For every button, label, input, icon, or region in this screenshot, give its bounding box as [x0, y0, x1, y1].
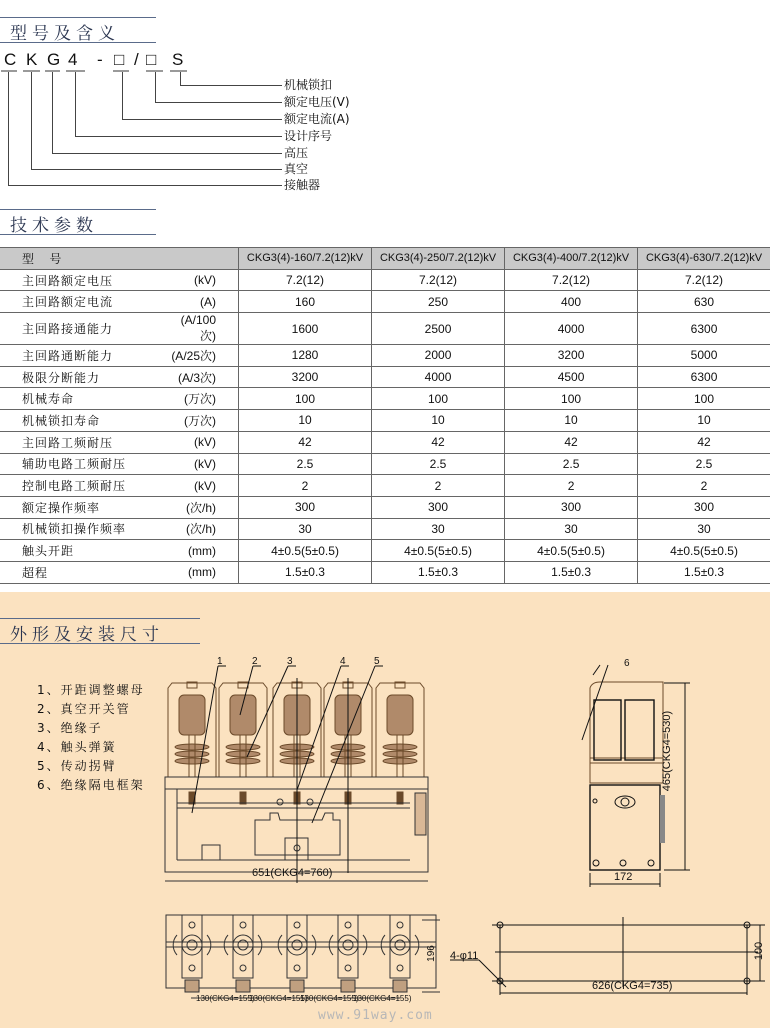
spec-value: 1.5±0.3	[505, 561, 638, 583]
top-pole	[173, 915, 211, 992]
code-char: C	[4, 50, 17, 69]
side-width-dimension: 172	[614, 871, 633, 883]
legend-item: 1、开距调整螺母	[37, 683, 145, 697]
spec-value: 2.5	[505, 453, 638, 475]
spec-param-name: 机械寿命	[0, 388, 166, 410]
tech-specs-title-text: 技术参数	[10, 216, 98, 236]
spec-param-unit: (A/25次)	[166, 345, 239, 367]
spec-param-unit: (mm)	[166, 561, 239, 583]
code-char: □	[114, 50, 125, 69]
code-char: 4	[68, 50, 78, 69]
meaning-contactor: 接触器	[284, 178, 321, 192]
spec-value: 160	[239, 291, 372, 313]
spec-table-header	[0, 248, 770, 270]
meaning-rated-current: 额定电流(A)	[284, 112, 350, 126]
top-pole	[381, 915, 419, 992]
spec-value: 4000	[372, 366, 505, 388]
spec-value: 100	[239, 388, 372, 410]
spec-value: 42	[638, 431, 770, 453]
spec-value: 6300	[638, 366, 770, 388]
top-pole	[224, 915, 262, 992]
spec-value: 3200	[239, 366, 372, 388]
spec-row	[0, 453, 770, 475]
meaning-rated-voltage: 额定电压(V)	[284, 95, 350, 109]
spec-param-name: 主回路额定电流	[0, 291, 166, 313]
watermark: www.91way.com	[318, 1008, 433, 1023]
spec-value: 6300	[638, 313, 770, 345]
spec-row	[0, 561, 770, 583]
spec-param-unit: (次/h)	[166, 518, 239, 540]
spec-param-unit: (A/100次)	[166, 313, 239, 345]
spec-value: 2500	[372, 313, 505, 345]
header-model: CKG3(4)-250/7.2(12)kV	[372, 248, 505, 270]
spec-value: 2	[505, 475, 638, 497]
meaning-mechanical-latch: 机械锁扣	[284, 78, 333, 92]
pitch-dimension: 130(CKG4=155)	[196, 994, 255, 1003]
legend-item: 6、绝缘隔电框架	[37, 778, 145, 792]
header-model-label: 型 号	[0, 248, 166, 270]
top-pole	[278, 915, 316, 992]
spec-param-name: 超程	[0, 561, 166, 583]
spec-param-name: 额定操作频率	[0, 496, 166, 518]
spec-value: 4±0.5(5±0.5)	[372, 540, 505, 562]
spec-value: 250	[372, 291, 505, 313]
spec-value: 100	[638, 388, 770, 410]
spec-row	[0, 496, 770, 518]
meaning-design-serial: 设计序号	[284, 129, 333, 143]
code-char: /	[134, 50, 139, 69]
spec-value: 4±0.5(5±0.5)	[239, 540, 372, 562]
header-model: CKG3(4)-400/7.2(12)kV	[505, 248, 638, 270]
code-char: -	[97, 50, 103, 69]
spec-value: 300	[372, 496, 505, 518]
spec-value: 630	[638, 291, 770, 313]
spec-value: 30	[638, 518, 770, 540]
spec-param-name: 机械锁扣操作频率	[0, 518, 166, 540]
legend-item: 4、触头弹簧	[37, 740, 117, 754]
spec-row	[0, 518, 770, 540]
spec-param-name: 机械锁扣寿命	[0, 410, 166, 432]
model-meaning-title-text: 型号及含义	[10, 24, 120, 44]
spec-value: 10	[239, 410, 372, 432]
spec-value: 1.5±0.3	[239, 561, 372, 583]
spec-row	[0, 388, 770, 410]
spec-value: 7.2(12)	[239, 269, 372, 291]
front-view-drawing	[160, 655, 450, 890]
spec-value: 300	[239, 496, 372, 518]
side-view-drawing	[580, 655, 690, 890]
mount-holes-label: 4-φ11	[450, 950, 479, 962]
spec-table	[0, 247, 770, 584]
mount-depth-dimension: 100	[753, 941, 766, 961]
spec-value: 10	[505, 410, 638, 432]
spec-value: 42	[372, 431, 505, 453]
meaning-vacuum: 真空	[284, 162, 309, 176]
callout-3: 3	[287, 656, 293, 667]
tech-specs-title	[0, 209, 156, 235]
callout-4: 4	[340, 656, 346, 667]
spec-value: 7.2(12)	[372, 269, 505, 291]
spec-value: 2000	[372, 345, 505, 367]
spec-row	[0, 366, 770, 388]
pitch-dimension: 130(CKG4=155)	[249, 994, 308, 1003]
pitch-dimension: 130(CKG4=155)	[353, 994, 412, 1003]
meaning-high-voltage: 高压	[284, 146, 309, 160]
callout-5: 5	[374, 656, 380, 667]
spec-param-name: 主回路工频耐压	[0, 431, 166, 453]
spec-row	[0, 345, 770, 367]
spec-value: 4±0.5(5±0.5)	[638, 540, 770, 562]
spec-value: 100	[505, 388, 638, 410]
dimensions-title	[0, 618, 200, 644]
spec-param-name: 辅助电路工频耐压	[0, 453, 166, 475]
spec-param-name: 极限分断能力	[0, 366, 166, 388]
spec-param-unit: (A/3次)	[166, 366, 239, 388]
spec-param-unit: (万次)	[166, 410, 239, 432]
spec-row	[0, 540, 770, 562]
top-depth-dimension: 196	[425, 945, 437, 962]
code-char: S	[172, 50, 184, 69]
callout-2: 2	[252, 656, 258, 667]
spec-param-unit: (kV)	[166, 475, 239, 497]
spec-value: 30	[372, 518, 505, 540]
spec-value: 1280	[239, 345, 372, 367]
spec-param-unit: (mm)	[166, 540, 239, 562]
spec-value: 42	[505, 431, 638, 453]
model-meaning-title	[0, 17, 156, 43]
spec-value: 2	[638, 475, 770, 497]
spec-param-unit: (万次)	[166, 388, 239, 410]
spec-value: 7.2(12)	[638, 269, 770, 291]
spec-param-unit: (kV)	[166, 269, 239, 291]
spec-param-name: 主回路接通能力	[0, 313, 166, 345]
legend-item: 3、绝缘子	[37, 721, 103, 735]
spec-param-unit: (kV)	[166, 453, 239, 475]
spec-value: 4000	[505, 313, 638, 345]
top-pole	[329, 915, 367, 992]
spec-param-unit: (次/h)	[166, 496, 239, 518]
top-view-drawing	[160, 910, 440, 1005]
spec-param-unit: (A)	[166, 291, 239, 313]
spec-value: 10	[372, 410, 505, 432]
pole-assembly	[168, 682, 216, 804]
spec-value: 400	[505, 291, 638, 313]
mount-width-dimension: 626(CKG4=735)	[592, 980, 673, 992]
spec-row	[0, 431, 770, 453]
spec-row	[0, 313, 770, 345]
spec-value: 30	[239, 518, 372, 540]
header-model: CKG3(4)-630/7.2(12)kV	[638, 248, 770, 270]
spec-value: 2	[239, 475, 372, 497]
pole-assembly	[376, 682, 424, 804]
callout-1: 1	[217, 656, 223, 667]
spec-value: 2	[372, 475, 505, 497]
spec-value: 30	[505, 518, 638, 540]
spec-value: 10	[638, 410, 770, 432]
spec-row	[0, 269, 770, 291]
spec-value: 1600	[239, 313, 372, 345]
spec-value: 1.5±0.3	[372, 561, 505, 583]
spec-param-unit: (kV)	[166, 431, 239, 453]
code-char: K	[26, 50, 38, 69]
spec-value: 4±0.5(5±0.5)	[505, 540, 638, 562]
spec-value: 2.5	[638, 453, 770, 475]
spec-param-name: 主回路通断能力	[0, 345, 166, 367]
spec-value: 2.5	[372, 453, 505, 475]
spec-row	[0, 291, 770, 313]
spec-value: 300	[638, 496, 770, 518]
spec-value: 3200	[505, 345, 638, 367]
pole-assembly	[219, 682, 267, 804]
spec-value: 5000	[638, 345, 770, 367]
spec-param-name: 主回路额定电压	[0, 269, 166, 291]
side-height-dimension: 465(CKG4=530)	[661, 710, 674, 792]
code-char: □	[146, 50, 157, 69]
spec-param-name: 控制电路工频耐压	[0, 475, 166, 497]
spec-row	[0, 475, 770, 497]
dimensions-title-text: 外形及安装尺寸	[10, 625, 164, 645]
spec-value: 7.2(12)	[505, 269, 638, 291]
front-width-dimension: 651(CKG4=760)	[252, 867, 333, 879]
legend-item: 2、真空开关管	[37, 702, 131, 716]
legend-item: 5、传动拐臂	[37, 759, 117, 773]
spec-value: 300	[505, 496, 638, 518]
pitch-dimension: 130(CKG4=155)	[300, 994, 359, 1003]
spec-value: 2.5	[239, 453, 372, 475]
callout-6: 6	[624, 658, 630, 669]
spec-value: 100	[372, 388, 505, 410]
spec-value: 4500	[505, 366, 638, 388]
spec-value: 1.5±0.3	[638, 561, 770, 583]
spec-value: 42	[239, 431, 372, 453]
spec-row	[0, 410, 770, 432]
spec-param-name: 触头开距	[0, 540, 166, 562]
header-model: CKG3(4)-160/7.2(12)kV	[239, 248, 372, 270]
code-char: G	[47, 50, 61, 69]
